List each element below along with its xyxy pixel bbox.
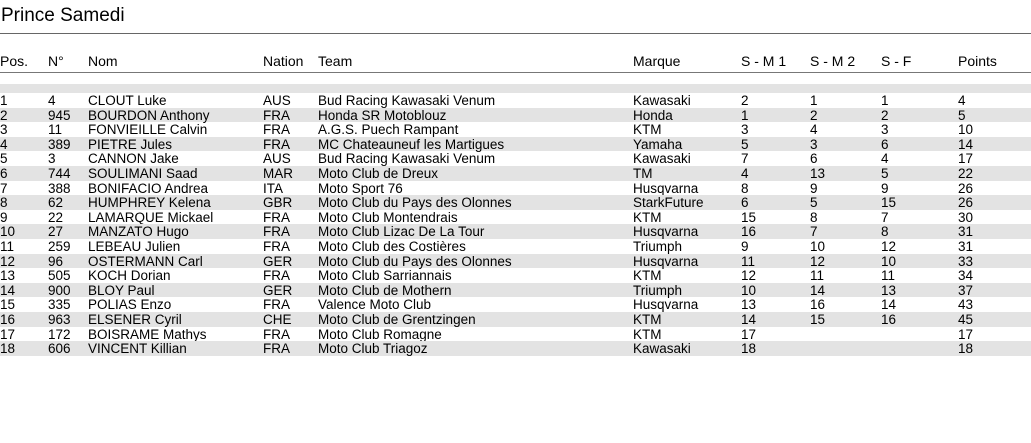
table-header	[0, 52, 1031, 70]
cell-pos: 11	[0, 238, 15, 254]
cell-number: 900	[48, 282, 71, 298]
cell-marque: Yamaha	[633, 136, 683, 152]
cell-sm1: 4	[741, 165, 749, 181]
table-row	[0, 268, 1031, 283]
cell-points: 18	[958, 341, 974, 357]
cell-team: MC Chateauneuf les Martigues	[318, 136, 505, 152]
cell-number: 172	[48, 326, 71, 342]
cell-pos: 10	[0, 224, 16, 240]
cell-sm1: 1	[741, 107, 749, 123]
cell-pos: 14	[0, 282, 16, 298]
cell-sf: 13	[881, 282, 897, 298]
cell-sm2: 1	[810, 93, 818, 108]
cell-marque: KTM	[633, 268, 662, 284]
title-divider	[0, 33, 1031, 34]
cell-number: 22	[48, 209, 64, 225]
cell-nation: FRA	[263, 107, 290, 123]
cell-nation: FRA	[263, 238, 290, 254]
cell-number: 389	[48, 136, 71, 152]
cell-sf: 7	[881, 209, 889, 225]
cell-pos: 15	[0, 297, 16, 313]
cell-points: 45	[958, 311, 974, 327]
cell-name: OSTERMANN Carl	[88, 253, 203, 269]
cell-points: 30	[958, 209, 974, 225]
cell-sf: 2	[881, 107, 889, 123]
cell-points: 37	[958, 282, 974, 298]
cell-sm1: 9	[741, 238, 749, 254]
cell-sf: 12	[881, 238, 897, 254]
cell-sm2: 8	[810, 209, 818, 225]
cell-marque: KTM	[633, 311, 662, 327]
cell-team: Moto Club de Dreux	[318, 165, 439, 181]
cell-points: 22	[958, 165, 974, 181]
cell-points: 43	[958, 297, 974, 313]
cell-team: Moto Club du Pays des Olonnes	[318, 195, 512, 211]
cell-name: ELSENER Cyril	[88, 311, 182, 327]
cell-sm2: 3	[810, 136, 818, 152]
cell-points: 17	[958, 151, 974, 167]
table-row	[0, 151, 1031, 166]
cell-pos: 18	[0, 341, 16, 357]
cell-points: 14	[958, 136, 974, 152]
cell-pos: 12	[0, 253, 16, 269]
cell-name: BLOY Paul	[88, 282, 155, 298]
page-title: Prince Samedi	[1, 5, 125, 26]
header-name: Nom	[88, 53, 118, 69]
cell-pos: 13	[0, 268, 16, 284]
table-top-band	[0, 84, 1031, 93]
cell-marque: Husqvarna	[633, 180, 699, 196]
cell-team: Bud Racing Kawasaki Venum	[318, 151, 496, 167]
cell-name: POLIAS Enzo	[88, 297, 172, 313]
header-points: Points	[958, 53, 997, 69]
results-table	[0, 93, 1031, 356]
cell-sm1: 7	[741, 151, 749, 167]
table-row	[0, 341, 1031, 356]
cell-pos: 6	[0, 165, 8, 181]
cell-points: 31	[958, 238, 974, 254]
cell-nation: AUS	[263, 93, 291, 108]
cell-number: 505	[48, 268, 71, 284]
cell-sm1: 2	[741, 93, 749, 108]
cell-nation: FRA	[263, 268, 290, 284]
table-row	[0, 108, 1031, 123]
table-row	[0, 239, 1031, 254]
cell-nation: GER	[263, 282, 293, 298]
cell-pos: 5	[0, 151, 8, 167]
cell-name: MANZATO Hugo	[88, 224, 189, 240]
table-row	[0, 181, 1031, 196]
cell-nation: ITA	[263, 180, 283, 196]
cell-points: 26	[958, 195, 974, 211]
cell-sf: 14	[881, 297, 897, 313]
cell-name: BOISRAME Mathys	[88, 326, 207, 342]
table-row	[0, 166, 1031, 181]
cell-name: CLOUT Luke	[88, 93, 167, 108]
cell-nation: FRA	[263, 136, 290, 152]
cell-team: Moto Club de Grentzingen	[318, 311, 476, 327]
cell-sf: 8	[881, 224, 889, 240]
cell-nation: GBR	[263, 195, 293, 211]
cell-sm1: 17	[741, 326, 757, 342]
cell-pos: 1	[0, 93, 8, 108]
cell-sm1: 3	[741, 122, 749, 138]
cell-points: 26	[958, 180, 974, 196]
cell-sf: 3	[881, 122, 889, 138]
cell-marque: Kawasaki	[633, 93, 691, 108]
header-nation: Nation	[263, 53, 304, 69]
table-row	[0, 327, 1031, 342]
cell-sm1: 15	[741, 209, 757, 225]
cell-sf: 15	[881, 195, 897, 211]
cell-sf: 5	[881, 165, 889, 181]
cell-team: Moto Club Triagoz	[318, 341, 428, 357]
cell-marque: KTM	[633, 326, 662, 342]
header-divider	[0, 72, 1031, 73]
table-row	[0, 283, 1031, 298]
cell-sm1: 8	[741, 180, 749, 196]
cell-pos: 4	[0, 136, 8, 152]
header-number: N°	[48, 53, 64, 69]
cell-nation: FRA	[263, 326, 290, 342]
cell-points: 17	[958, 326, 974, 342]
cell-number: 4	[48, 93, 56, 108]
cell-sm1: 11	[741, 253, 756, 269]
cell-sm2: 5	[810, 195, 818, 211]
cell-number: 3	[48, 151, 56, 167]
cell-team: Moto Club Montendrais	[318, 209, 458, 225]
cell-name: VINCENT Killian	[88, 341, 187, 357]
cell-nation: FRA	[263, 122, 290, 138]
cell-points: 10	[958, 122, 974, 138]
cell-marque: Honda	[633, 107, 673, 123]
cell-name: CANNON Jake	[88, 151, 179, 167]
cell-number: 62	[48, 195, 64, 211]
cell-name: SOULIMANI Saad	[88, 165, 198, 181]
cell-name: LAMARQUE Mickael	[88, 209, 214, 225]
cell-number: 96	[48, 253, 64, 269]
cell-nation: GER	[263, 253, 293, 269]
table-row	[0, 93, 1031, 108]
cell-number: 388	[48, 180, 71, 196]
table-row	[0, 297, 1031, 312]
cell-pos: 2	[0, 107, 8, 123]
cell-team: Moto Club Lizac De La Tour	[318, 224, 485, 240]
header-sm2: S - M 2	[810, 53, 856, 69]
cell-marque: Husqvarna	[633, 224, 699, 240]
table-row	[0, 210, 1031, 225]
cell-sm2: 15	[810, 311, 826, 327]
cell-nation: FRA	[263, 224, 290, 240]
cell-team: A.G.S. Puech Rampant	[318, 122, 459, 138]
cell-name: LEBEAU Julien	[88, 238, 181, 254]
cell-sm1: 18	[741, 341, 757, 357]
cell-pos: 9	[0, 209, 8, 225]
cell-number: 259	[48, 238, 71, 254]
cell-nation: FRA	[263, 341, 290, 357]
cell-number: 11	[48, 122, 63, 138]
cell-marque: StarkFuture	[633, 195, 704, 211]
cell-sm2: 6	[810, 151, 818, 167]
cell-team: Honda SR Motoblouz	[318, 107, 447, 123]
cell-team: Moto Club du Pays des Olonnes	[318, 253, 512, 269]
header-marque: Marque	[633, 53, 681, 69]
header-team: Team	[318, 53, 353, 69]
cell-nation: FRA	[263, 209, 290, 225]
cell-pos: 17	[0, 326, 16, 342]
cell-team: Moto Club Sarriannais	[318, 268, 452, 284]
table-row	[0, 137, 1031, 152]
cell-sm2: 4	[810, 122, 818, 138]
cell-pos: 8	[0, 195, 8, 211]
cell-nation: CHE	[263, 311, 292, 327]
cell-team: Moto Club Romagne	[318, 326, 442, 342]
cell-team: Bud Racing Kawasaki Venum	[318, 93, 496, 108]
table-row	[0, 312, 1031, 327]
cell-sm2: 7	[810, 224, 818, 240]
cell-sm1: 10	[741, 282, 757, 298]
header-sm1: S - M 1	[741, 53, 787, 69]
cell-number: 27	[48, 224, 64, 240]
cell-sf: 11	[881, 268, 896, 284]
cell-nation: FRA	[263, 297, 290, 313]
cell-number: 606	[48, 341, 71, 357]
cell-sm1: 6	[741, 195, 749, 211]
cell-points: 5	[958, 107, 966, 123]
cell-sm1: 14	[741, 311, 757, 327]
cell-name: BONIFACIO Andrea	[88, 180, 209, 196]
cell-sf: 1	[881, 93, 889, 108]
header-pos: Pos.	[0, 53, 29, 69]
cell-sm2: 10	[810, 238, 826, 254]
cell-points: 33	[958, 253, 974, 269]
cell-marque: Triumph	[633, 238, 683, 254]
cell-marque: Husqvarna	[633, 297, 699, 313]
cell-sm2: 16	[810, 297, 826, 313]
cell-marque: Triumph	[633, 282, 683, 298]
cell-pos: 16	[0, 311, 16, 327]
cell-team: Moto Sport 76	[318, 180, 403, 196]
cell-nation: AUS	[263, 151, 291, 167]
cell-team: Moto Club des Costières	[318, 238, 466, 254]
header-sf: S - F	[881, 53, 912, 69]
cell-number: 335	[48, 297, 71, 313]
cell-sm1: 16	[741, 224, 757, 240]
cell-marque: Husqvarna	[633, 253, 699, 269]
cell-marque: Kawasaki	[633, 151, 691, 167]
cell-sm2: 2	[810, 107, 818, 123]
cell-name: BOURDON Anthony	[88, 107, 210, 123]
cell-sm2: 12	[810, 253, 826, 269]
cell-pos: 7	[0, 180, 8, 196]
cell-marque: TM	[633, 165, 653, 181]
cell-sf: 16	[881, 311, 897, 327]
cell-sm2: 9	[810, 180, 818, 196]
cell-sf: 9	[881, 180, 889, 196]
cell-number: 945	[48, 107, 71, 123]
table-row	[0, 122, 1031, 137]
cell-team: Valence Moto Club	[318, 297, 432, 313]
cell-points: 34	[958, 268, 974, 284]
table-row	[0, 254, 1031, 269]
cell-marque: KTM	[633, 122, 662, 138]
cell-sm1: 12	[741, 268, 757, 284]
cell-name: KOCH Dorian	[88, 268, 171, 284]
cell-points: 31	[958, 224, 974, 240]
cell-sm1: 5	[741, 136, 749, 152]
cell-sm1: 13	[741, 297, 757, 313]
cell-points: 4	[958, 93, 966, 108]
cell-sm2: 14	[810, 282, 826, 298]
cell-name: FONVIEILLE Calvin	[88, 122, 208, 138]
table-row	[0, 195, 1031, 210]
cell-nation: MAR	[263, 165, 293, 181]
cell-sm2: 11	[810, 268, 825, 284]
cell-team: Moto Club de Mothern	[318, 282, 452, 298]
cell-pos: 3	[0, 122, 8, 138]
cell-marque: KTM	[633, 209, 662, 225]
cell-number: 744	[48, 165, 71, 181]
cell-marque: Kawasaki	[633, 341, 691, 357]
cell-name: HUMPHREY Kelena	[88, 195, 211, 211]
table-row	[0, 224, 1031, 239]
cell-name: PIETRE Jules	[88, 136, 173, 152]
cell-sm2: 13	[810, 165, 826, 181]
cell-sf: 10	[881, 253, 897, 269]
cell-number: 963	[48, 311, 71, 327]
cell-sf: 4	[881, 151, 889, 167]
cell-sf: 6	[881, 136, 889, 152]
